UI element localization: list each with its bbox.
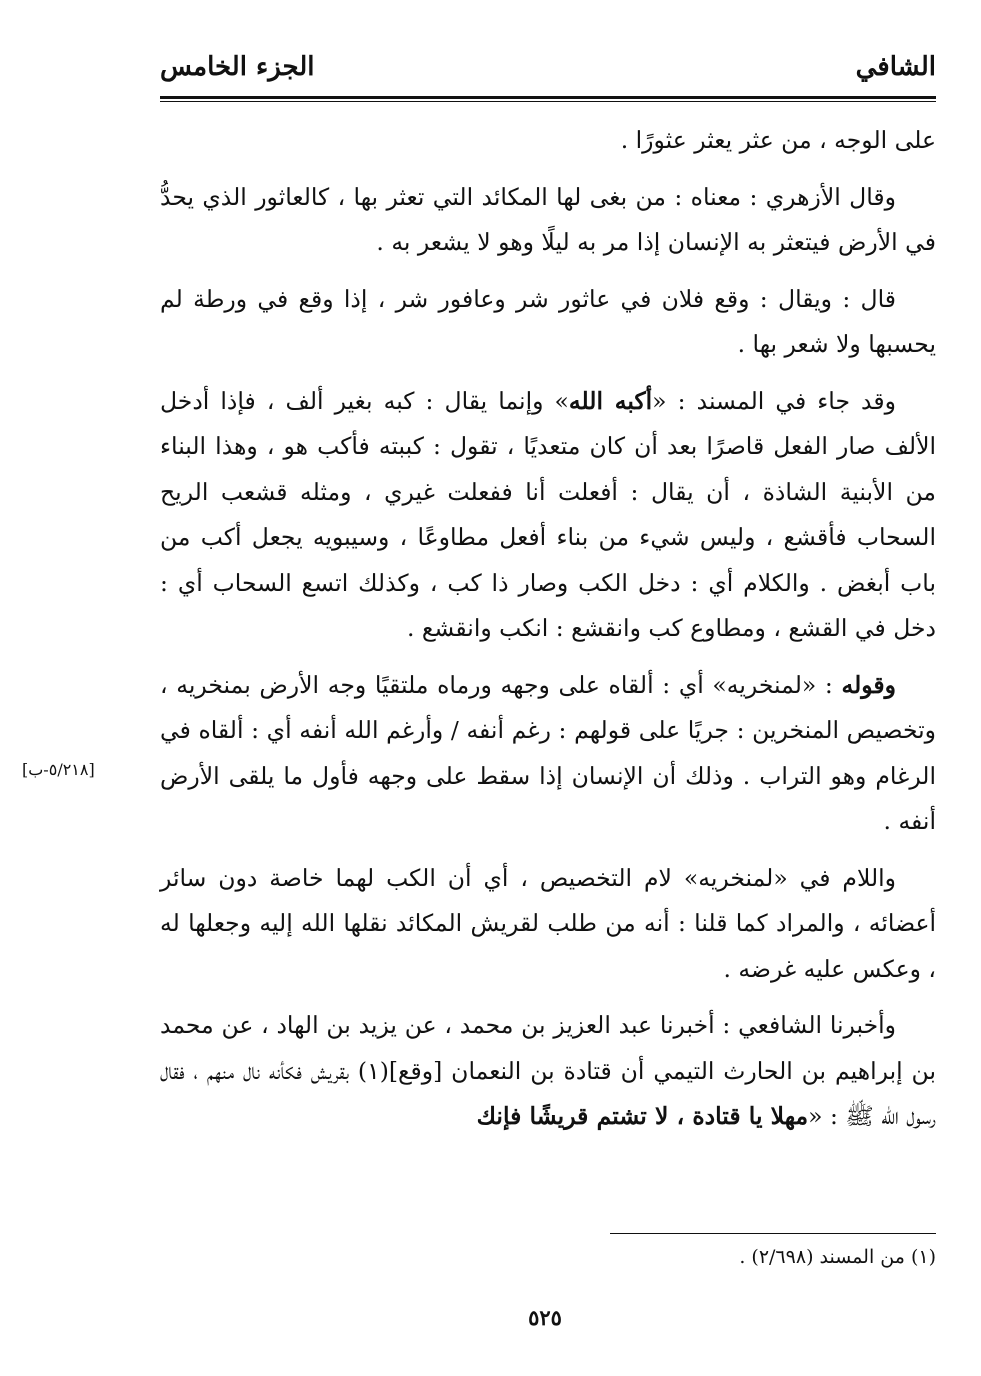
book-title: الشافي: [855, 52, 936, 82]
paragraph: واللام في «لمنخريه» لام التخصيص ، أي أن الكب لهما خاصة دون سائر أعضائه ، والمراد كما قلنا : أنه من طلب لقريش المكائد نقلها الله إليه وجعلها له ، وعكس عليه غرضه .: [160, 863, 936, 983]
text-run: » وإنما يقال : كبه بغير ألف ، فإذا أدخل الألف صار الفعل قاصرًا بعد أن كان متعديًا ، تقول : كببته فأكب هو ، وهذا البناء من الأبنية الشاذة ، أن يقال : أفعلت أنا ففعلت غيري ، ومثله قشعب الريح السحاب فأقشع ، وليس شيء من بناء أفعل مطاوعًا ، وسيبويه يجعل أكب من باب أبغض . والكلام أي : دخل الكب وصار ذا كب ، وكذلك اتسع السحاب أي : دخل في القشع ، ومطاوع كب وانقشع : انكب وانقشع .: [160, 386, 936, 642]
footnote: (١) من المسند (٢/٦٩٨) .: [739, 1246, 936, 1268]
bold-quote: أكبه الله: [568, 386, 653, 415]
paragraph: وقال الأزهري : معناه : من بغى لها المكائد التي تعثر بها ، كالعاثور الذي يحدُّ في الأرض فيتعثر به الإنسان إذا مر به ليلًا وهو لا يشعر به .: [160, 182, 936, 256]
paragraph: [160, 1003, 936, 1140]
manuscript-folio-note: [٥/٢١٨-ب]: [22, 760, 95, 779]
header-rule: [160, 96, 936, 99]
text-run: وقد جاء في المسند : «: [652, 386, 896, 415]
bold-quote: مهلا يا قتادة ، لا تشتم قريشًا فإنك: [476, 1102, 809, 1130]
running-header: [160, 48, 936, 94]
paragraph: [160, 379, 936, 652]
paragraph: قال : ويقال : وقع فلان في عاثور شر وعافور شر ، إذا وقع في ورطة لم يحسبها ولا شعر بها .: [160, 284, 936, 358]
main-text: [160, 118, 936, 1151]
text-run: : «لمنخريه» أي : ألقاه على وجهه ورماه ملتقيًا وجه الأرض بمنخريه ، وتخصيص المنخرين : جريًا على قولهم : رغم أنفه / وأرغم الله أنفه أي : ألقاه في الرغام وهو التراب . وذلك أن الإنسان إذا سقط على وجهه فأول ما يلقى الأرض أنفه .: [160, 670, 936, 835]
text-run: وأخبرنا الشافعي : أخبرنا عبد العزيز بن محمد ، عن يزيد بن الهاد ، عن محمد بن إبراهيم بن الحارث التيمي أن قتادة بن النعمان [وقع](١) بقريش فكأنه نال منهم ، فقال رسول الله ﷺ : «: [160, 1011, 936, 1130]
part-label: الجزء الخامس: [160, 52, 315, 82]
bold-lead: وقوله: [841, 670, 896, 699]
footnote-rule: [610, 1233, 936, 1234]
paragraph: على الوجه ، من عثر يعثر عثورًا .: [620, 126, 936, 154]
header-rule-thin: [160, 101, 936, 102]
page-number: ٥٢٥: [528, 1305, 562, 1330]
paragraph: [160, 663, 936, 845]
